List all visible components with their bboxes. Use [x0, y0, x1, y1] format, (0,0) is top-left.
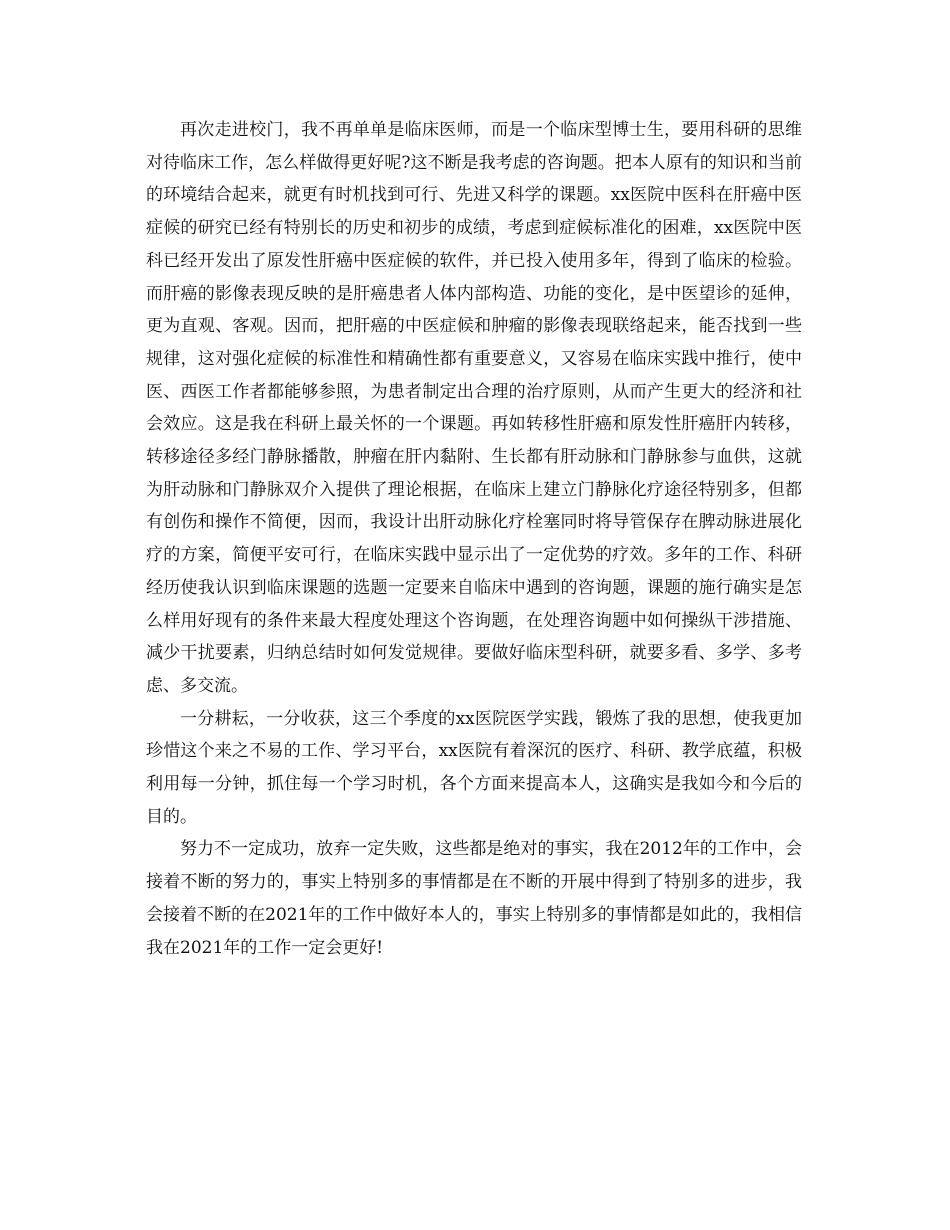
paragraph-harvest-summary: 一分耕耘，一分收获，这三个季度的xx医院医学实践，锻炼了我的思想，使我更加珍惜这个来之不易的工作、学习平台，xx医院有着深沉的医疗、科研、教学底蕴，积极利用每一分钟，抓住每一个学习时机，各个方面来提高本人，这确实是我如今和今后的目的。: [146, 708, 802, 827]
document-page: [146, 114, 802, 964]
paragraph-research-reflection: 再次走进校门，我不再单单是临床医师，而是一个临床型博士生，要用科研的思维对待临床工作，怎么样做得更好呢?这不断是我考虑的咨询题。把本人原有的知识和当前的环境结合起来，就更有时机找到可行、先进又科学的课题。xx医院中医科在肝癌中医症候的研究已经有特别长的历史和初步的成绩，考虑到症候标准化的困难，xx医院中医科已经开发出了原发性肝癌中医症候的软件，并已投入使用多年，得到了临床的检验。而肝癌的影像表现反映的是肝癌患者人体内部构造、功能的变化，是中医望诊的延伸，更为直观、客观。因而，把肝癌的中医症候和肿瘤的影像表现联络起来，能否找到一些规律，这对强化症候的标准性和精确性都有重要意义，又容易在临床实践中推行，使中医、西医工作者都能够参照，为患者制定出合理的治疗原则，从而产生更大的经济和社会效应。这是我在科研上最关怀的一个课题。再如转移性肝癌和原发性肝癌肝内转移，转移途径多经门静脉播散，肿瘤在肝内黏附、生长都有肝动脉和门静脉参与血供，这就为肝动脉和门静脉双介入提供了理论根据，在临床上建立门静脉化疗途径特别多，但都有创伤和操作不简便，因而，我设计出肝动脉化疗栓塞同时将导管保存在脾动脉进展化疗的方案，简便平安可行，在临床实践中显示出了一定优势的疗效。多年的工作、科研经历使我认识到临床课题的选题一定要来自临床中遇到的咨询题，课题的施行确实是怎么样用好现有的条件来最大程度处理这个咨询题，在处理咨询题中如何操纵干涉措施、减少干扰要素，归纳总结时如何发觉规律。要做好临床型科研，就要多看、多学、多考虑、多交流。: [146, 120, 802, 696]
paragraph-future-outlook: 努力不一定成功，放弃一定失败，这些都是绝对的事实，我在2012年的工作中，会接着不断的努力的，事实上特别多的事情都是在不断的开展中得到了特别多的进步，我会接着不断的在2021年的工作中做好本人的，事实上特别多的事情都是如此的，我相信我在2021年的工作一定会更好!: [146, 839, 802, 958]
